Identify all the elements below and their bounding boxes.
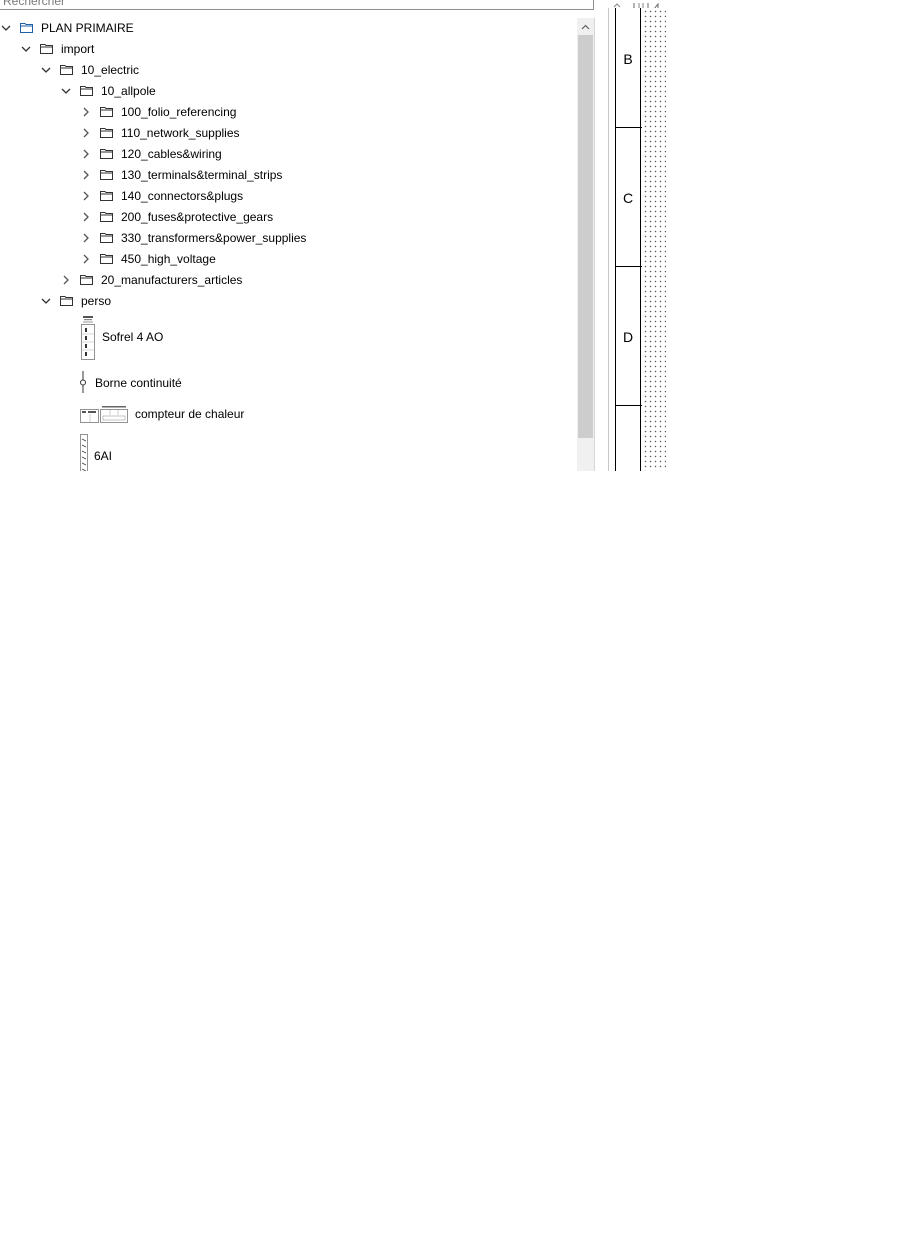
tree-item-label: 200_fuses&protective_gears — [121, 210, 274, 224]
heat-meter-icon — [80, 405, 129, 425]
search-input[interactable] — [0, 0, 601, 9]
scrollbar-thumb[interactable] — [578, 35, 593, 438]
tree-item-folder[interactable] — [0, 144, 578, 165]
tree-item-label: 140_connectors&plugs — [121, 189, 244, 203]
chevron-right-icon[interactable] — [81, 191, 91, 201]
tree-item-label: 330_transformers&power_supplies — [121, 231, 307, 245]
sofrel-module-icon — [80, 315, 96, 361]
tree-item-label: 20_manufacturers_articles — [101, 273, 243, 287]
tree-item-20-manufacturers-articles[interactable] — [0, 270, 578, 291]
chevron-down-icon[interactable] — [61, 86, 71, 96]
chevron-right-icon[interactable] — [81, 254, 91, 264]
folder-icon — [100, 190, 113, 201]
frame-row-label: D — [622, 329, 634, 345]
tree-item-folder[interactable] — [0, 186, 578, 207]
project-folder-icon — [20, 22, 33, 33]
tree-item-label: 10_electric — [81, 63, 140, 77]
folder-icon — [80, 85, 93, 96]
element-tree[interactable] — [0, 18, 578, 471]
panel-splitter[interactable] — [594, 18, 595, 471]
schema-canvas[interactable] — [608, 8, 666, 471]
folder-icon — [100, 169, 113, 180]
chevron-down-icon[interactable] — [41, 296, 51, 306]
chevron-right-icon[interactable] — [81, 149, 91, 159]
tree-item-label: import — [61, 42, 95, 56]
tree-item-label: compteur de chaleur — [135, 407, 245, 421]
tree-scrollbar[interactable] — [577, 18, 594, 471]
folder-icon — [100, 106, 113, 117]
chevron-down-icon[interactable] — [1, 23, 11, 33]
tree-item-folder[interactable] — [0, 165, 578, 186]
folder-icon — [60, 295, 73, 306]
frame-row-divider — [616, 266, 642, 267]
search-field[interactable] — [0, 0, 594, 10]
folder-icon — [80, 274, 93, 285]
frame-row-divider — [616, 127, 642, 128]
tree-item-label: 110_network_supplies — [121, 126, 240, 140]
folder-icon — [100, 253, 113, 264]
frame-row-label: C — [622, 190, 634, 206]
diagram-toolbar-fragment — [608, 0, 668, 8]
folder-icon — [40, 43, 53, 54]
tree-item-folder[interactable] — [0, 207, 578, 228]
folio-frame-column — [615, 8, 641, 471]
terminal-icon — [79, 371, 87, 393]
scroll-up-arrow-icon[interactable] — [577, 18, 594, 35]
tree-item-element[interactable] — [0, 370, 578, 396]
chevron-right-icon[interactable] — [81, 212, 91, 222]
chevron-right-icon[interactable] — [81, 233, 91, 243]
chevron-right-icon[interactable] — [81, 107, 91, 117]
tree-item-folder[interactable] — [0, 228, 578, 249]
tree-item-label: perso — [81, 294, 112, 308]
folder-icon — [100, 211, 113, 222]
tree-item-label: 120_cables&wiring — [121, 147, 222, 161]
frame-row-divider — [616, 405, 642, 406]
chevron-down-icon[interactable] — [41, 65, 51, 75]
tree-item-folder[interactable] — [0, 102, 578, 123]
tree-item-label: 450_high_voltage — [121, 252, 216, 266]
tree-item-element[interactable] — [0, 403, 578, 429]
chevron-right-icon[interactable] — [81, 128, 91, 138]
tree-item-perso[interactable] — [0, 291, 578, 312]
folder-icon — [60, 64, 73, 75]
canvas-border — [608, 8, 609, 471]
tree-item-import[interactable] — [0, 39, 578, 60]
frame-row-label: B — [623, 51, 633, 67]
chevron-right-icon[interactable] — [61, 275, 71, 285]
tree-item-label: 10_allpole — [101, 84, 156, 98]
grid-dots — [642, 8, 666, 471]
tree-item-label: Borne continuité — [95, 376, 182, 390]
tree-item-folder[interactable] — [0, 123, 578, 144]
tree-item-label: 6AI — [94, 449, 113, 463]
chevron-down-icon[interactable] — [21, 44, 31, 54]
chevron-right-icon[interactable] — [81, 170, 91, 180]
tree-item-folder[interactable] — [0, 249, 578, 270]
tree-item-element[interactable] — [0, 432, 578, 471]
tree-item-label: Sofrel 4 AO — [102, 330, 164, 344]
folder-icon — [100, 232, 113, 243]
tree-item-label: 100_folio_referencing — [121, 105, 237, 119]
tree-item-10-allpole[interactable] — [0, 81, 578, 102]
tree-item-10-electric[interactable] — [0, 60, 578, 81]
tree-item-element[interactable] — [0, 314, 578, 362]
folder-icon — [100, 148, 113, 159]
tree-item-label: 130_terminals&terminal_strips — [121, 168, 283, 182]
analog-input-module-icon — [80, 432, 89, 471]
tree-item-root[interactable] — [0, 18, 578, 39]
tree-item-label: PLAN PRIMAIRE — [41, 21, 134, 35]
folder-icon — [100, 127, 113, 138]
